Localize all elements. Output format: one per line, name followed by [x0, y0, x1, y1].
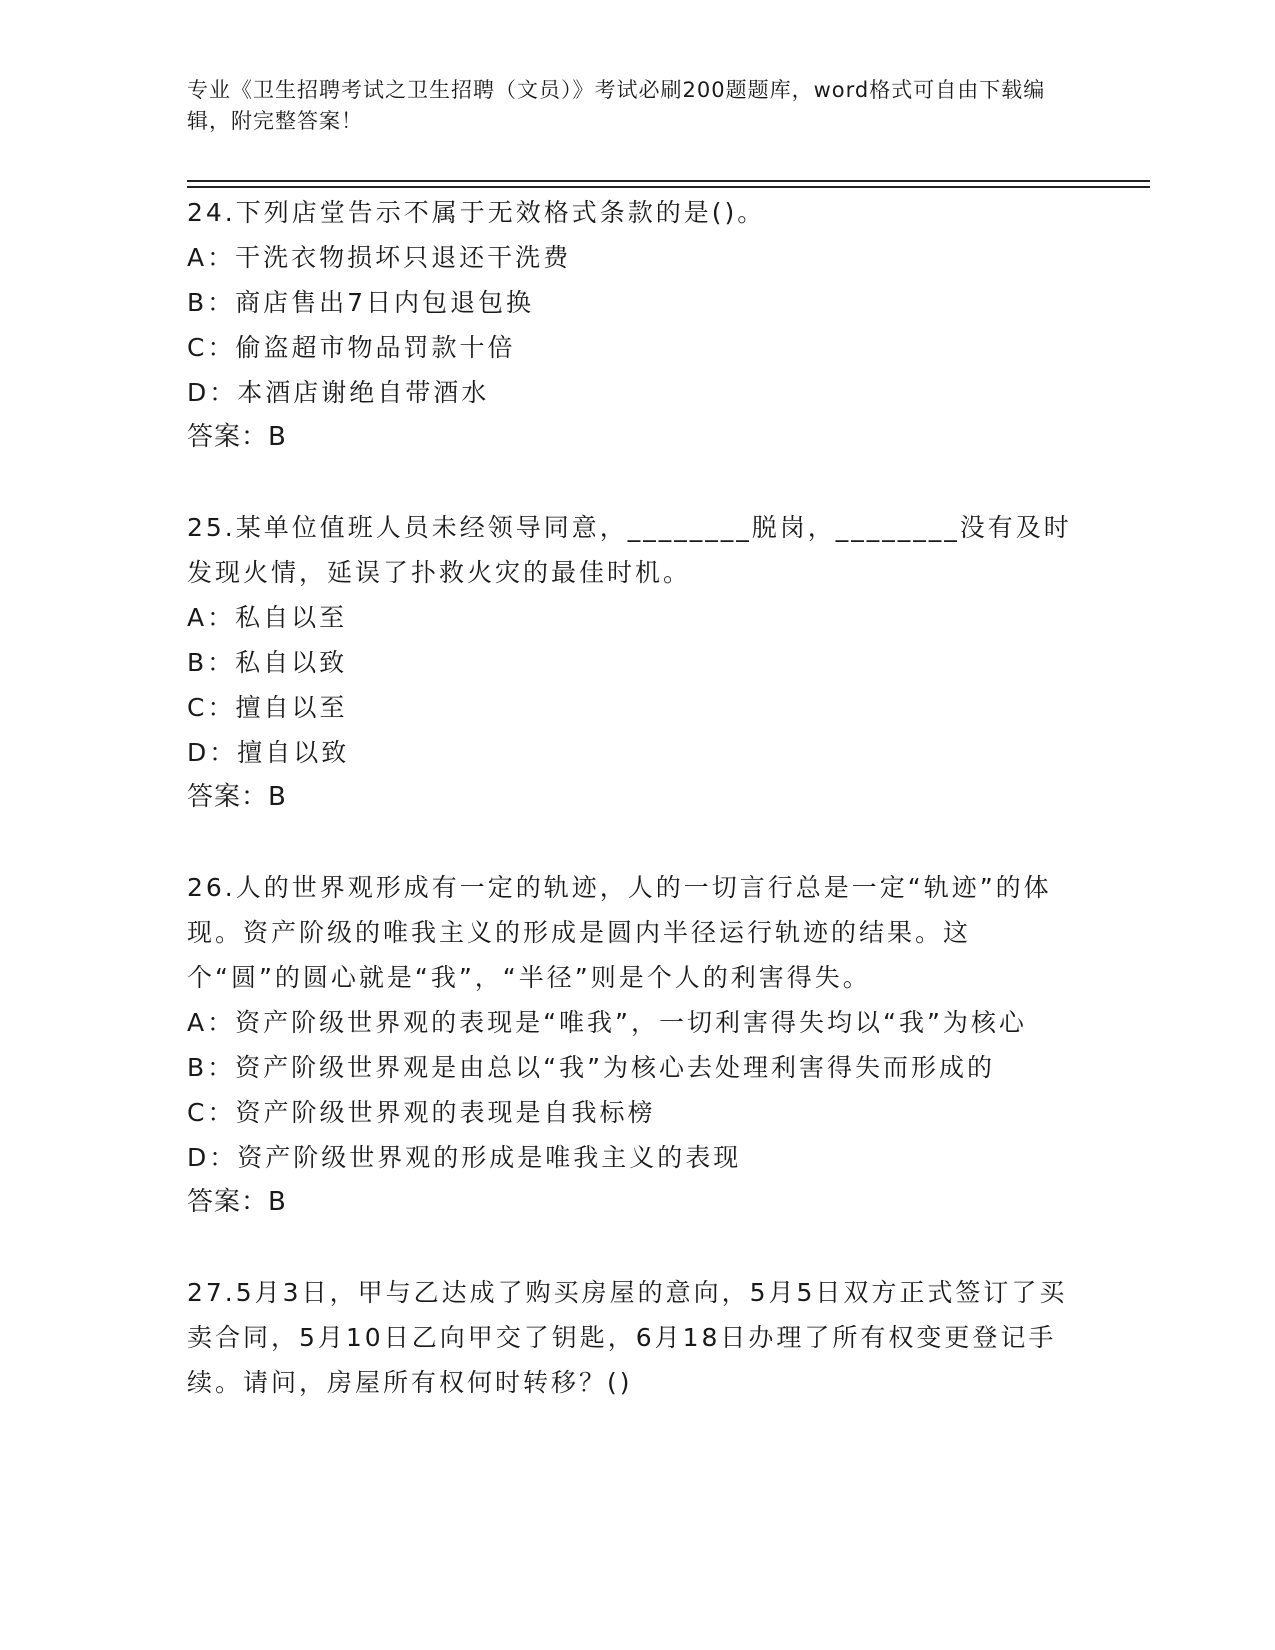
question-stem: 24.下列店堂告示不属于无效格式条款的是()。 [187, 198, 766, 227]
option-b: B：资产阶级世界观是由总以“我”为核心去处理利害得失而形成的 [187, 1053, 996, 1082]
answer-line: 答案：B [187, 422, 287, 452]
question-25 [187, 505, 1077, 820]
question-stem: 25.某单位值班人员未经领导同意，________脱岗，________没有及时发现火情，延误了扑救火灾的最佳时机。 [187, 513, 1072, 587]
answer-line: 答案：B [187, 782, 287, 812]
question-27 [187, 1270, 1077, 1405]
option-d: D：资产阶级世界观的形成是唯我主义的表现 [187, 1143, 742, 1172]
option-b: B：私自以致 [187, 648, 348, 677]
option-c: C：偷盗超市物品罚款十倍 [187, 333, 516, 362]
header-divider-top [187, 180, 1150, 182]
option-a: A：私自以至 [187, 603, 348, 632]
question-stem: 27.5月3日，甲与乙达成了购买房屋的意向，5月5日双方正式签订了买卖合同，5月10日乙向甲交了钥匙，6月18日办理了所有权变更登记手续。请问，房屋所有权何时转移？() [187, 1278, 1068, 1397]
question-stem: 26.人的世界观形成有一定的轨迹，人的一切言行总是一定“轨迹”的体现。资产阶级的唯我主义的形成是圆内半径运行轨迹的结果。这个“圆”的圆心就是“我”，“半径”则是个人的利害得失。 [187, 873, 1052, 992]
question-list [187, 190, 1077, 1405]
header-divider-bottom [187, 186, 1150, 188]
option-b: B：商店售出7日内包退包换 [187, 288, 535, 317]
option-d: D：擅自以致 [187, 738, 350, 767]
answer-line: 答案：B [187, 1187, 287, 1217]
option-c: C：资产阶级世界观的表现是自我标榜 [187, 1098, 656, 1127]
option-c: C：擅自以至 [187, 693, 348, 722]
option-a: A：干洗衣物损坏只退还干洗费 [187, 243, 572, 272]
question-24 [187, 190, 1077, 460]
option-a: A：资产阶级世界观的表现是“唯我”，一切利害得失均以“我”为核心 [187, 1008, 1027, 1037]
option-d: D：本酒店谢绝自带酒水 [187, 378, 490, 407]
question-26 [187, 865, 1077, 1225]
document-header: 专业《卫生招聘考试之卫生招聘（文员）》考试必刷200题题库，word格式可自由下载编辑，附完整答案！ [187, 78, 1046, 133]
